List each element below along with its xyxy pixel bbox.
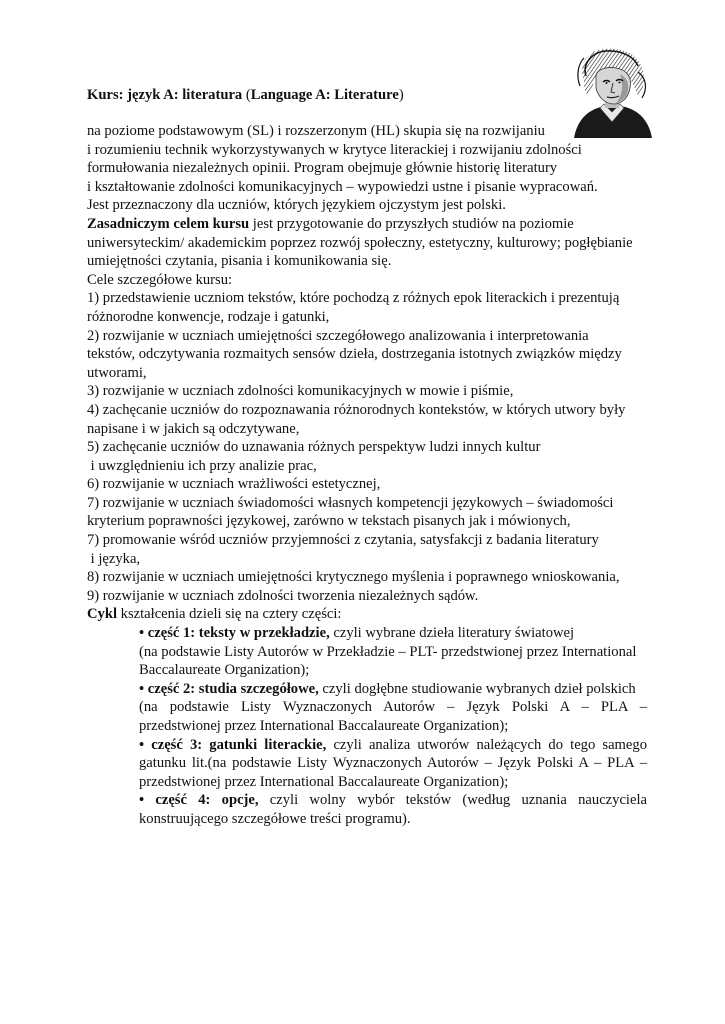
cycle-label: Cykl xyxy=(87,606,118,623)
part-3-text: czyli analiza utworów należących do tego samego xyxy=(326,736,647,753)
text-line: i kształtowanie zdolności komunikacyjnych – wypowiedzi ustne i pisanie wypracowań. xyxy=(87,178,598,195)
part-4-heading xyxy=(87,791,647,810)
part-1-label: • część 1: teksty w przekładzie, xyxy=(139,625,330,642)
text-line: umiejętności czytania, pisania i komunikowania się. xyxy=(87,253,392,270)
part-1-heading xyxy=(87,624,647,643)
text-line: Baccalaureate Organization); xyxy=(139,662,310,679)
text-line: uniwersyteckim/ akademickim poprzez rozwój społeczny, estetyczny, kulturowy; pogłębianie xyxy=(87,234,633,251)
document-title xyxy=(87,86,404,105)
part-1-text: czyli wybrane dzieła literatury światowej xyxy=(329,625,575,642)
text-line: i uwzględnieniu ich przy analizie prac, xyxy=(87,457,317,474)
text-line: 7) rozwijanie w uczniach świadomości własnych kompetencji językowych – świadomości xyxy=(87,494,614,511)
text-line: 4) zachęcanie uczniów do rozpoznawania różnorodnych kontekstów, w których utwory były xyxy=(87,401,626,418)
main-goal-label: Zasadniczym celem kursu xyxy=(87,215,250,232)
part-2-text: czyli dogłębne studiowanie wybranych dzieł polskich xyxy=(318,680,636,697)
text-line: tekstów, odczytywania rozmaitych sensów dzieła, dostrzegania istotnych związków między xyxy=(87,346,622,363)
text-line: 8) rozwijanie w uczniach umiejętności krytycznego myślenia i poprawnego wnioskowania, xyxy=(87,569,620,586)
cycle-text: kształcenia dzieli się na cztery części: xyxy=(117,606,342,623)
text-line: 6) rozwijanie w uczniach wrażliwości estetycznej, xyxy=(87,476,381,493)
text-line: na poziome podstawowym (SL) i rozszerzonym (HL) skupia się na rozwijaniu xyxy=(87,123,545,139)
part-2-heading xyxy=(87,680,647,699)
text-line: 7) promowanie wśród uczniów przyjemności z czytania, satysfakcji z badania literatury xyxy=(87,532,599,549)
text-line: utworami, xyxy=(87,364,147,381)
text-line-main-goal xyxy=(87,215,647,234)
part-4-label: • część 4: opcje, xyxy=(139,792,259,809)
text-line: 5) zachęcanie uczniów do uznawania różnych perspektyw ludzi innych kultur xyxy=(87,439,541,456)
part-2-label: • część 2: studia szczegółowe, xyxy=(139,680,319,697)
text-line: Cele szczegółowe kursu: xyxy=(87,271,233,288)
text-line-cycle xyxy=(87,605,647,624)
text-line: przedstwionej przez International Baccalaureate Organization); xyxy=(139,718,509,734)
text-line: (na podstawie Listy Autorów w Przekładzie – PLT- przedstwionej przez International xyxy=(139,643,637,660)
text-line: przedstwionej przez International Baccalaureate Organization); xyxy=(139,773,509,790)
title-paren-open: ( xyxy=(242,87,251,103)
text-line: konstruującego szczegółowe treści programu). xyxy=(139,810,411,827)
text-line: różnorodne konwencje, rodzaje i gatunki, xyxy=(87,308,330,325)
document-body xyxy=(87,122,647,829)
text-line: gatunku lit.(na podstawie Listy Wyznaczonych Autorów – Język Polski A – PLA – xyxy=(139,755,647,772)
part-4-text: czyli wolny wybór tekstów (według uznania nauczyciela xyxy=(258,792,647,809)
title-english-part: Language A: Literature xyxy=(250,87,399,103)
text-line: Jest przeznaczony dla uczniów, których językiem ojczystym jest polski. xyxy=(87,197,506,214)
title-paren-close: ) xyxy=(398,87,404,103)
text-line: 3) rozwijanie w uczniach zdolności komunikacyjnych w mowie i piśmie, xyxy=(87,383,514,400)
main-goal-text: jest przygotowanie do przyszłych studiów na poziomie xyxy=(249,215,574,232)
part-3-heading xyxy=(87,736,647,755)
text-line: formułowania niezależnych opinii. Program obejmuje głównie historię literatury xyxy=(87,160,558,177)
part-3-label: • część 3: gatunki literackie, xyxy=(139,736,327,753)
text-line: 2) rozwijanie w uczniach umiejętności szczegółowego analizowania i interpretowania xyxy=(87,327,589,344)
text-line: (na podstawie Listy Wyznaczonych Autorów – Język Polski A – PLA – xyxy=(139,699,647,716)
text-line: 9) rozwijanie w uczniach zdolności tworzenia niezależnych sądów. xyxy=(87,587,479,604)
text-line: 1) przedstawienie uczniom tekstów, które pochodzą z różnych epok literackich i prezentują xyxy=(87,290,620,307)
text-line: kryterium poprawności językowej, zarówno w tekstach pisanych jak i mówionych, xyxy=(87,513,571,530)
text-line: i rozumieniu technik wykorzystywanych w krytyce literackiej i rozwijaniu zdolności xyxy=(87,141,582,158)
text-line: i języka, xyxy=(87,550,141,567)
text-line: napisane i w jakich są odczytywane, xyxy=(87,420,300,437)
title-bold-part: Kurs: język A: literatura xyxy=(87,87,243,103)
